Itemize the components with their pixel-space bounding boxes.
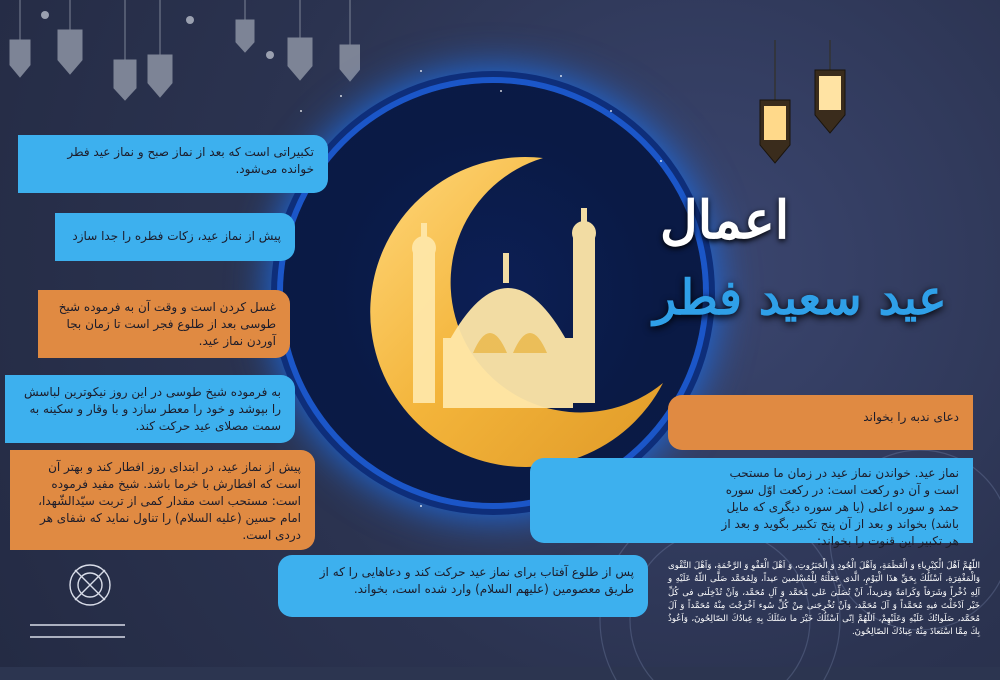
box-nodbah-text: دعای ندبه را بخواند: [863, 410, 959, 424]
box-eid-prayer-text: نماز عید. خواندن نماز عید در زمان ما مستحب است و آن دو رکعت است: در رکعت اوّل سوره حمد و سوره اعلی (یا هر سوره دیگری که مایل باشد) بخواند و بعد از آن پنج تکبیر بگوید و بعد از هر تکبیر این قنوت را بخواند:: [721, 466, 959, 548]
box-ghusl-text: غسل کردن است و وقت آن به فرموده شیخ طوسی بعد از طلوع فجر است تا زمان بجا آوردن نماز عید.: [58, 300, 276, 348]
box-clothing: [5, 375, 295, 443]
box-ghusl: [38, 290, 290, 358]
box-iftar-text: پیش از نماز عید، در ابتدای روز افطار کند و بهتر آن است که افطارش با خرما باشد. شیخ مفید فرموده است: مستحب است مقدار کمی از تربت سیّدالشّهدا، امام حسین (علیه السلام) را تناول نماید که شفای هر دردی است.: [38, 460, 301, 542]
title-calligraphy: [640, 170, 960, 400]
university-logo: [20, 555, 130, 655]
box-takbirat: [18, 135, 328, 193]
box-iftar: [10, 450, 315, 550]
qunut-dua-text: اللّهُمَّ اَهْلَ الْكِبْرِياءِ وَ الْعَظَمَةِ، وَاَهْلَ الْجُودِ وَ الْجَبَرُوتِ، وَ اَهْلَ الْعَفْوِ وَ الرَّحْمَةِ، وَاَهْلَ التَّقْوى وَالْمَغْفِرَةِ، اَسْئَلُكَ بِحَقِّ هذَا الْيَوْمِ، الَّذى جَعَلْتَهُ لِلْمُسْلِمينَ عيداً، وَلِمُحَمَّد صَلَّى اللّهُ عَلَيْهِ و آلِهِ ذُخْراً وَشَرَفاً وَكَرامَةً وَمَزيداً، اَنْ تُصَلِّىَ عَلى مُحَمَّد وَ آلِ مُحَمَّد، وَاَنْ تُدْخِلَنى فى كُلِّ خَيْر اَدْخَلْتَ فيهِ مُحَمَّداً وَ آلَ مُحَمَّد، وَاَنْ تُخْرِجَنى مِنْ كُلِّ سُوء اَخْرَجْتَ مِنْهُ مُحَمَّداً وَ آلَ مُحَمَّد، صَلَواتُكَ عَلَيْهِ وَعَلَيْهِمْ، اَللّهُمَّ اِنّى اَسْئَلُكَ خَيْرَ ما سَئَلَكَ بِهِ عِبادُكَ الصّالِحُونَ، وَاَعُوذُ بِكَ مِمَّا اسْتَعاذَ مِنْهُ عِبادُكَ الصّالِحُونَ.: [668, 561, 980, 638]
box-dua-after-sunrise-text: پس از طلوع آفتاب برای نماز عید حرکت کند و دعاهایی را که از طریق معصومین (علیهم السلام) وارد شده است، بخواند.: [319, 565, 634, 596]
box-zakat-text: پیش از نماز عید، زکات فطره را جدا سازد: [72, 229, 281, 243]
title-line-1: اعمال: [660, 190, 790, 251]
box-clothing-text: به فرموده شیخ طوسی در این روز نیکوترین لباسش را بپوشد و خود را معطر سازد و با وقار و سکینه به سمت مصلای عید حرکت کند.: [24, 385, 281, 433]
box-dua-after-sunrise: [278, 555, 648, 617]
logo-emblem-icon: [20, 555, 130, 655]
box-eid-prayer: [530, 458, 973, 548]
box-zakat: [55, 213, 295, 261]
glowing-lanterns-icon: [745, 40, 855, 170]
box-takbirat-text: تکبیراتی است که بعد از نماز صبح و نماز عید فطر خوانده می‌شود.: [67, 145, 314, 176]
title-line-2: عید سعید فطر: [653, 270, 947, 326]
box-nodbah: [668, 395, 973, 450]
